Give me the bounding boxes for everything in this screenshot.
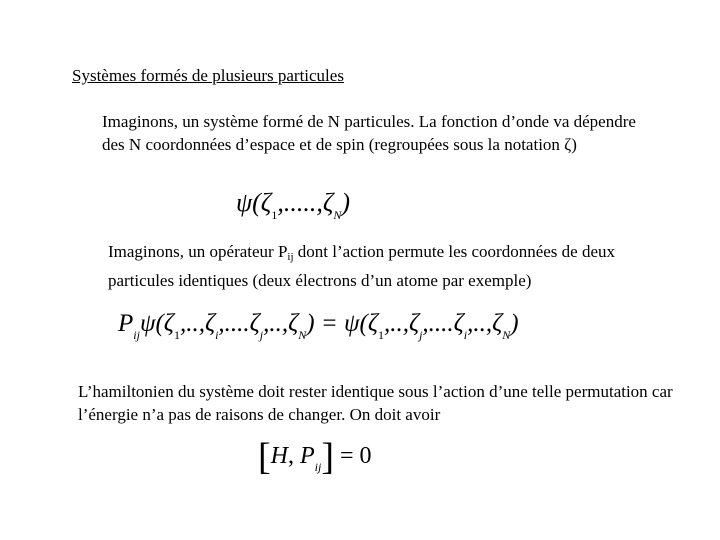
paragraph-permutation-text-b: dont l’action permute les coordonnées de deux particules identiques (deux électrons d’un atome par exemple) [108, 242, 616, 290]
paragraph-hamiltonian: L’hamiltonien du système doit rester identique sous l’action d’une telle permutation car l’énergie n’a pas de raisons de changer. On doit avoir [78, 382, 673, 424]
operator-subscript: ij [287, 251, 294, 263]
equation-commutator: [H, $P_{ij}] = 0$ [258, 436, 372, 478]
paragraph-wavefunction: Imaginons, un système formé de N particules. La fonction d’onde va dépendre des N coordonnées d’espace et de spin (regroupées sous la notation ζ) [102, 112, 636, 154]
slide-title: Systèmes formés de plusieurs particules [72, 66, 344, 85]
equation-wavefunction: $\psi(\zeta_1,.....,\zeta_N)$ [236, 188, 351, 222]
paragraph-permutation-operator [108, 240, 678, 292]
equation-permutation: $P_{ij}\psi(\zeta_1,..,\zeta_i,....\zeta_j,..,\zeta_N) = \psi(\zeta_1,..,\zeta_j,....\zeta_i,..,\zeta_N)$ [118, 310, 519, 342]
paragraph-permutation-text-a: Imaginons, un opérateur P [108, 242, 288, 261]
